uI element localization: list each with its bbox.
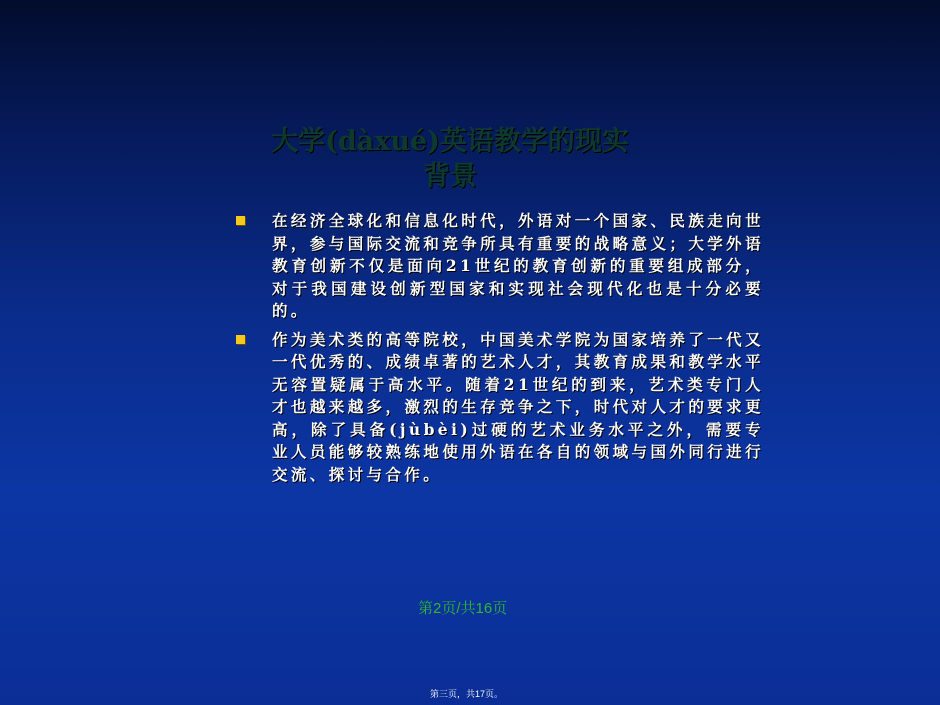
bullet-list xyxy=(234,210,764,492)
bullet-text: 作为美术类的高等院校，中国美术学院为国家培养了一代又一代优秀的、成绩卓著的艺术人才，其教育成果和教学水平无容置疑属于高水平。随着21世纪的到来，艺术类专门人才也越来越多，激烈的生存竞争之下，时代对人才的要求更高，除了具备(jùbèi)过硬的艺术业务水平之外，需要专业人员能够较熟练地使用外语在各自的领域与国外同行进行交流、探讨与合作。 xyxy=(272,329,764,484)
bullet-item xyxy=(234,210,764,323)
square-bullet-icon xyxy=(236,216,245,225)
slide-title-line-2: 背景 xyxy=(423,161,477,192)
square-bullet-icon xyxy=(236,335,245,344)
bullet-text: 在经济全球化和信息化时代，外语对一个国家、民族走向世界，参与国际交流和竞争所具有重要的战略意义；大学外语教育创新不仅是面向21世纪的教育创新的重要组成部分，对于我国建设创新型国家和实现社会现代化也是十分必要的。 xyxy=(272,211,764,320)
bullet-item xyxy=(234,329,764,487)
footer-page-note: 第三页，共17页。 xyxy=(430,689,504,699)
slide-title xyxy=(240,124,660,194)
slide-title-line-1: 大学(dàxué)英语教学的现实 xyxy=(271,126,629,157)
page-indicator: 第2页/共16页 xyxy=(418,600,508,617)
